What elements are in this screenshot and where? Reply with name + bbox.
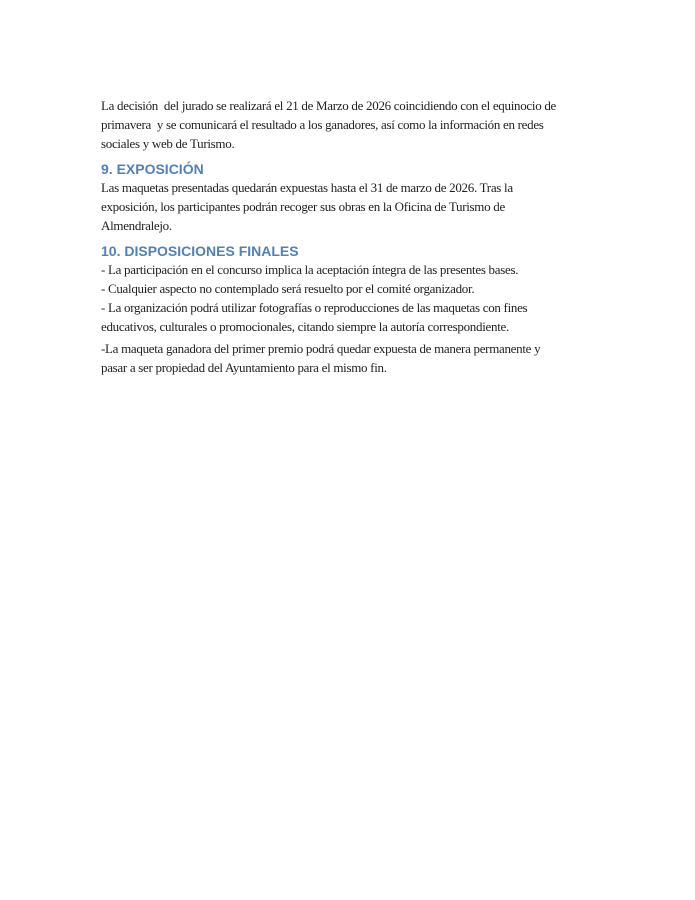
text-line: pasar a ser propiedad del Ayuntamiento para el mismo fin. [101,360,387,375]
paragraph-exposicion [101,178,594,235]
document-content [0,0,594,377]
text-line: - Cualquier aspecto no contemplado será resuelto por el comité organizador. [101,281,475,296]
paragraph-jury-decision [101,96,594,153]
heading-disposiciones-finales: 10. DISPOSICIONES FINALES [101,243,299,259]
text-line: La decisión del jurado se realizará el 21 de Marzo de 2026 coincidiendo con el equinocio de [101,98,557,113]
text-line: - La organización podrá utilizar fotografías o reproducciones de las maquetas con fines [101,300,528,315]
text-line: Almendralejo. [101,218,172,233]
paragraph-maqueta-ganadora [101,339,594,377]
text-line: Las maquetas presentadas quedarán expuestas hasta el 31 de marzo de 2026. Tras la [101,180,513,195]
text-line: primavera y se comunicará el resultado a los ganadores, así como la información en redes [101,117,544,132]
text-line: sociales y web de Turismo. [101,136,235,151]
text-line: exposición, los participantes podrán recoger sus obras en la Oficina de Turismo de [101,199,505,214]
text-line: -La maqueta ganadora del primer premio podrá quedar expuesta de manera permanente y [101,341,541,356]
text-line: educativos, culturales o promocionales, citando siempre la autoría correspondiente. [101,319,509,334]
paragraph-disposiciones-list [101,260,594,336]
text-line: - La participación en el concurso implica la aceptación íntegra de las presentes bases. [101,262,519,277]
heading-exposicion: 9. EXPOSICIÓN [101,161,204,177]
